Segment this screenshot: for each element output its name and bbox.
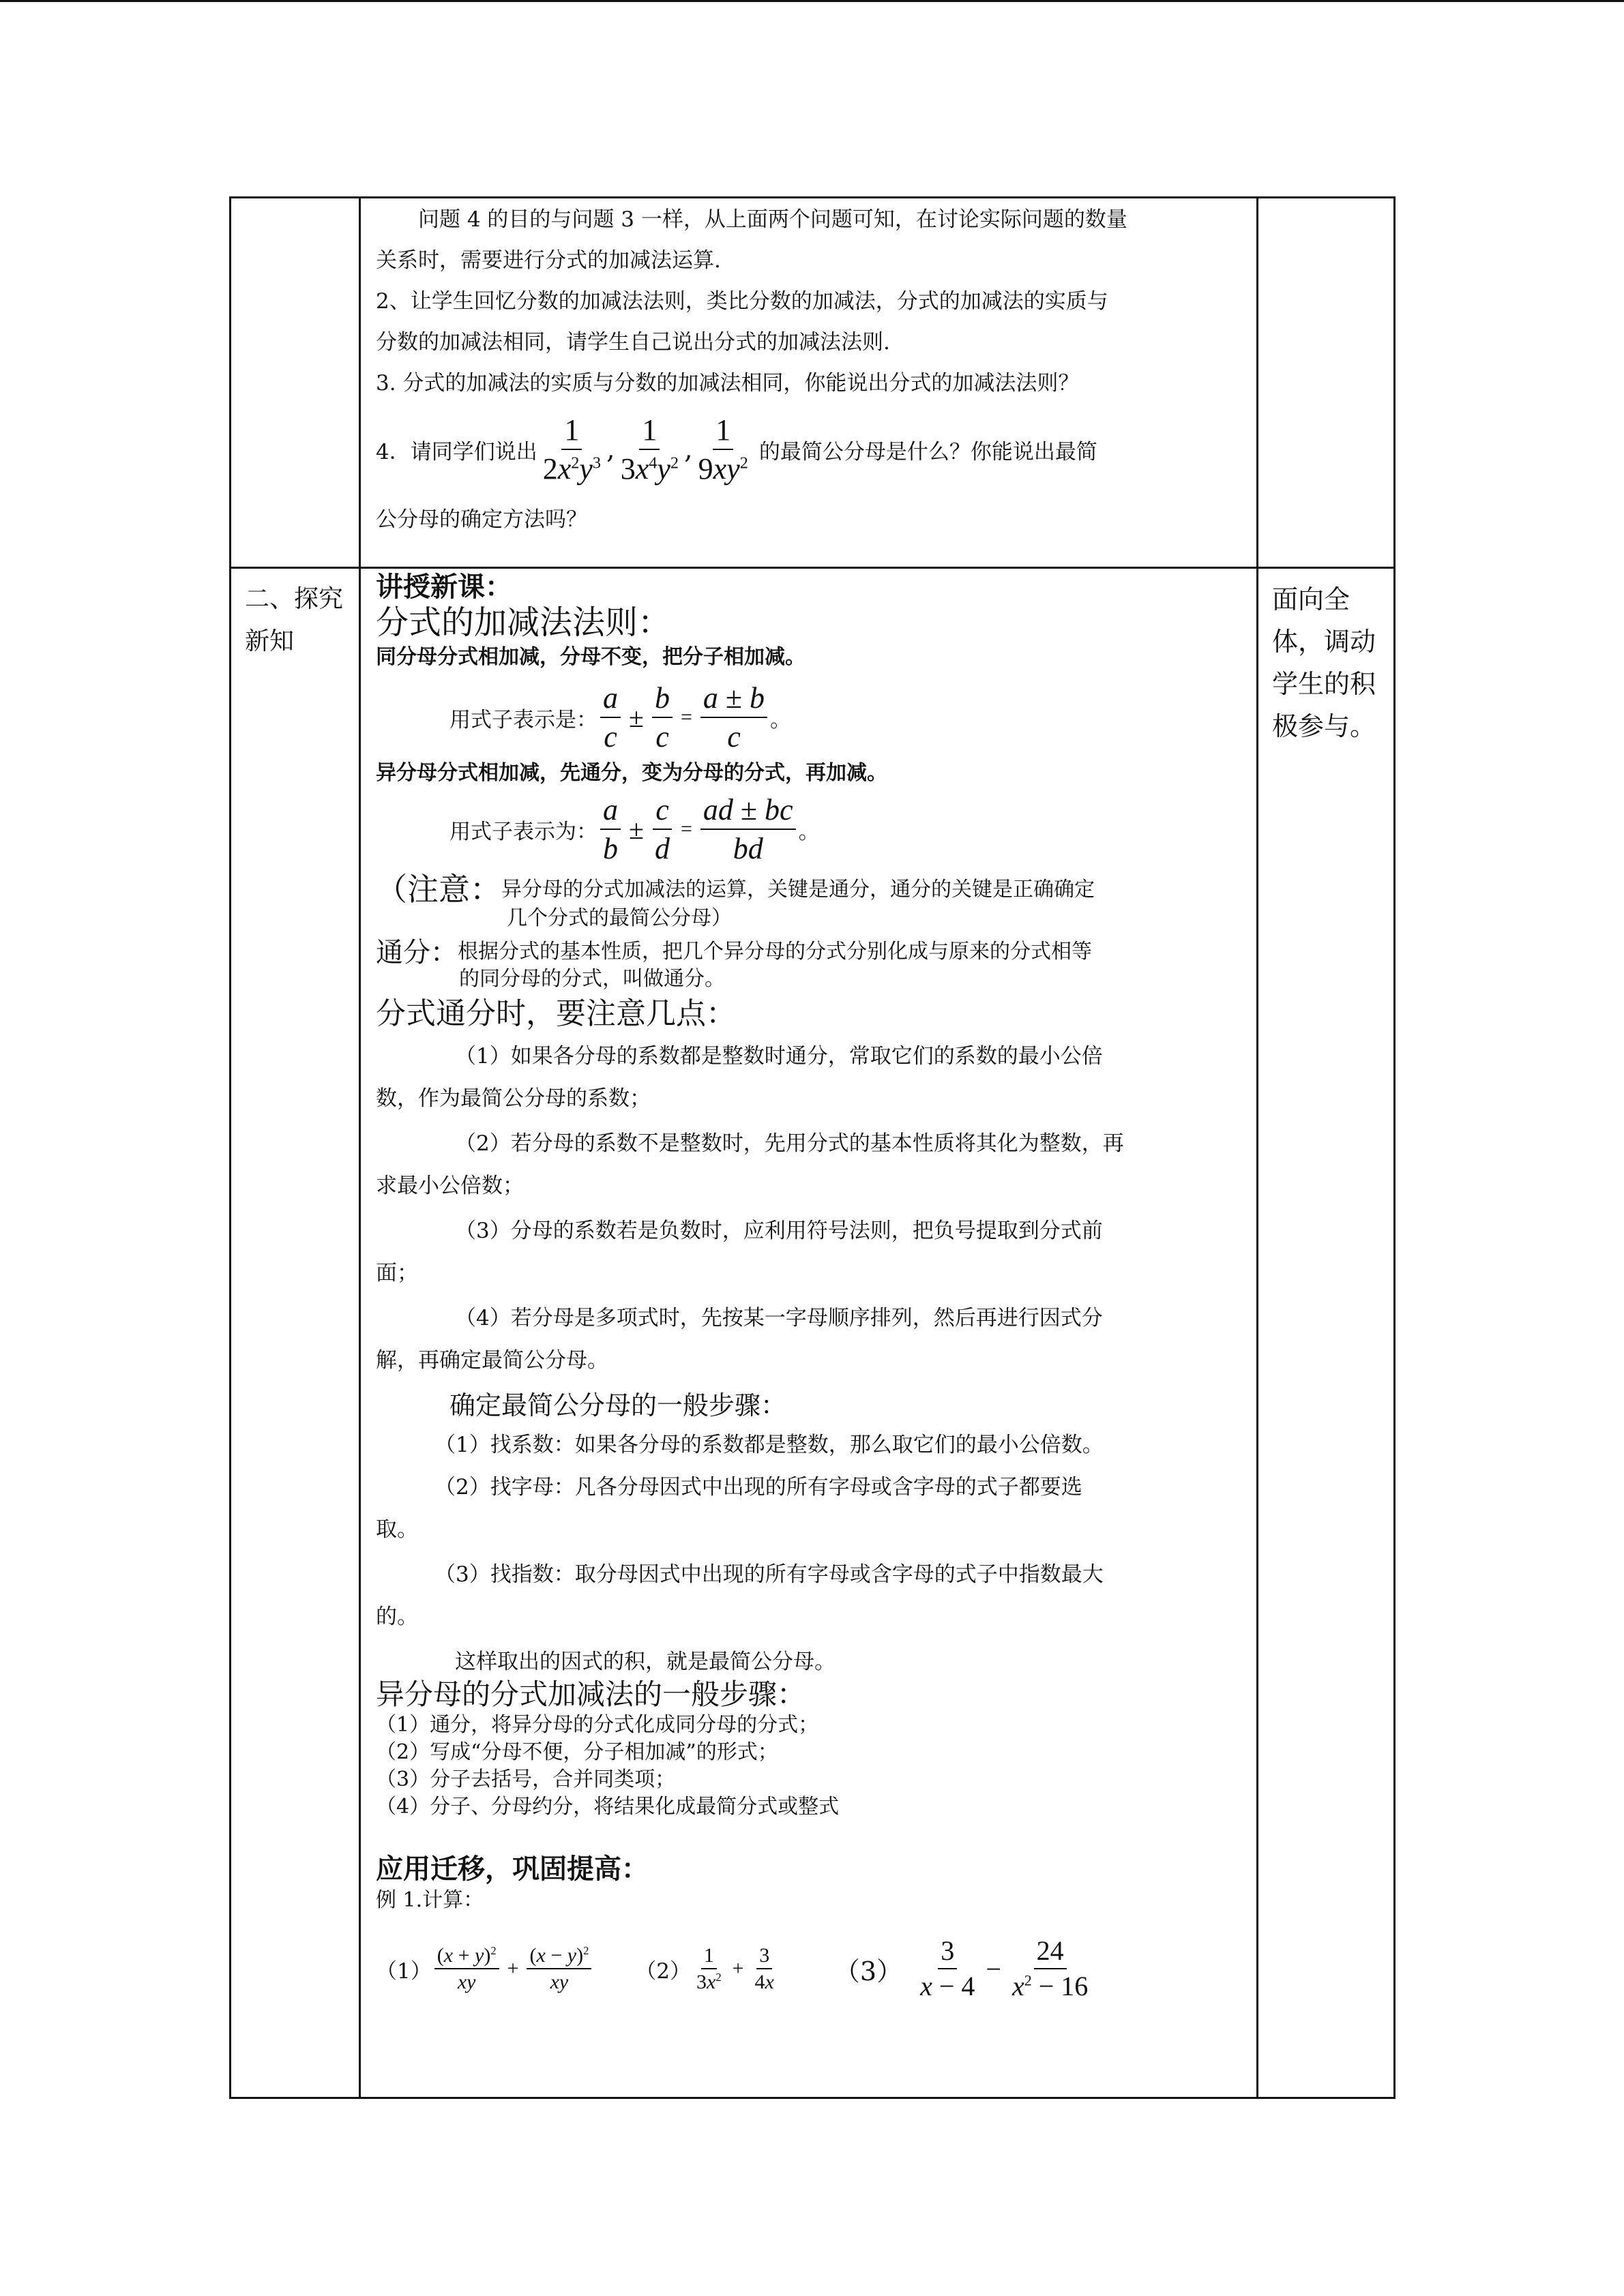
expr-label: 用式子表示是： xyxy=(449,707,597,732)
paragraph: 的。 xyxy=(376,1605,418,1629)
fraction-a-b: $\frac{a}{b}$ xyxy=(600,791,621,867)
fraction-2: $\frac{1}{3x^4y^2}$ xyxy=(618,411,681,488)
same-denominator-rule: 同分母分式相加减，分母不变，把分子相加减。 xyxy=(376,645,806,669)
fraction-a-pm-b-c: $\frac{a \pm b}{c}$ xyxy=(700,679,767,756)
note-label: （注意： xyxy=(376,871,501,908)
fraction-1: $\frac{1}{2x^2y^3}$ xyxy=(540,411,604,488)
ex3-fraction-b: $\frac{24}{x^2 - 16}$ xyxy=(1012,1935,1089,2001)
ex2-label: （2） xyxy=(635,1958,692,1984)
points-heading: 分式通分时，要注意几点： xyxy=(376,996,736,1031)
paragraph: （2）若分母的系数不是整数时，先用分式的基本性质将其化为整数，再 xyxy=(455,1131,1124,1156)
paragraph: 3. 分式的加减法的实质与分数的加减法相同，你能说出分式的加减法法则？ xyxy=(376,371,1080,396)
step-item: （1）通分，将异分母的分式化成同分母的分式； xyxy=(376,1713,819,1737)
paragraph: 公分母的确定方法吗？ xyxy=(376,507,587,532)
ex1-fraction-b: $\frac{(x - y)^2}{xy}$ xyxy=(527,1943,591,1995)
stage-label: 二、探究新知 xyxy=(245,585,344,655)
notes-cell-empty xyxy=(1258,198,1395,568)
ex1-label: （1） xyxy=(376,1958,432,1984)
note-block xyxy=(376,870,1240,933)
example-1-problems: （1） $\frac{(x + y)^2}{xy}$ + $\frac{(x - y)^2}{xy}$ （2） $\frac{1}{3x^2}$ + $\frac{3}{4x}$ （3） $\frac{3}{x - 4}$ − $\frac{24}{x^2 - 16}$ xyxy=(376,1934,1240,2003)
paragraph: 2、让学生回忆分数的加减法法则，类比分数的加减法，分式的加减法的实质与 xyxy=(376,289,1108,314)
different-denominator-rule: 异分母分式相加减，先通分，变为分母的分式，再加减。 xyxy=(376,761,887,785)
stage-cell-empty xyxy=(231,198,360,568)
fraction-a-c: $\frac{a}{c}$ xyxy=(600,679,621,756)
formula-different-denominator: 用式子表示为： $\frac{a}{b}$ ± $\frac{c}{d}$ = $\frac{ad \pm bc}{bd}$ 。 xyxy=(376,791,1240,867)
paragraph: （4）若分母是多项式时，先按某一字母顺序排列，然后再进行因式分 xyxy=(455,1306,1103,1330)
paragraph: 关系时，需要进行分式的加减法运算. xyxy=(376,248,721,273)
fraction-c-d: $\frac{c}{d}$ xyxy=(652,791,673,867)
page-top-border xyxy=(0,0,1624,2)
tongfen-block xyxy=(376,937,1240,993)
tongfen-text: 根据分式的基本性质，把几个异分母的分式分别化成与原来的分式相等 xyxy=(458,940,1092,964)
paragraph: 求最小公倍数； xyxy=(376,1174,524,1198)
fraction-3: $\frac{1}{9xy^2}$ xyxy=(696,411,751,488)
ex2-fraction-a: $\frac{1}{3x^2}$ xyxy=(696,1943,722,1993)
step-item: （2）写成“分母不便，分子相加减”的形式； xyxy=(376,1740,778,1764)
notes-cell xyxy=(1258,568,1395,2098)
paragraph: 问题 4 的目的与问题 3 一样，从上面两个问题可知，在讨论实际问题的数量 xyxy=(418,207,1127,232)
tongfen-text: 的同分母的分式，叫做通分。 xyxy=(459,967,725,991)
expr-label: 用式子表示为： xyxy=(449,819,597,844)
step-item: （4）分子、分母约分，将结果化成最简分式或整式 xyxy=(376,1795,840,1819)
heading-new-lesson: 讲授新课： xyxy=(376,571,512,603)
content-cell xyxy=(360,198,1258,568)
tongfen-label: 通分： xyxy=(376,937,458,968)
paragraph: （1）找系数：如果各分母的系数都是整数，那么取它们的最小公倍数。 xyxy=(434,1433,1104,1457)
formula-same-denominator: 用式子表示是： $\frac{a}{c}$ ± $\frac{b}{c}$ = $\frac{a \pm b}{c}$ 。 xyxy=(376,679,1240,756)
paragraph: 这样取出的因式的积，就是最简公分母。 xyxy=(455,1650,836,1674)
ex1-fraction-a: $\frac{(x + y)^2}{xy}$ xyxy=(434,1943,499,1995)
teaching-note: 面向全体，调动学生的积极参与。 xyxy=(1272,584,1376,741)
lcd-heading: 确定最简公分母的一般步骤： xyxy=(449,1390,787,1420)
heading-rule: 分式的加减法法则： xyxy=(376,603,671,642)
paragraph: （3）分母的系数若是负数时，应利用符号法则，把负号提取到分式前 xyxy=(455,1219,1103,1243)
paragraph: （3）找指数：取分母因式中出现的所有字母或含字母的式子中指数最大 xyxy=(434,1562,1104,1587)
paragraph: 解，再确定最简公分母。 xyxy=(376,1348,608,1373)
lesson-plan-table xyxy=(229,196,1396,2099)
paragraph: 数，作为最简公分母的系数； xyxy=(376,1086,651,1111)
ex2-fraction-b: $\frac{3}{4x}$ xyxy=(754,1943,774,1993)
steps-heading: 异分母的分式加减法的一般步骤： xyxy=(376,1678,806,1711)
ex3-label: （3） xyxy=(833,1956,903,1986)
paragraph: 取。 xyxy=(376,1517,418,1542)
paragraph: 分数的加减法相同，请学生自己说出分式的加减法法则. xyxy=(376,330,890,355)
table-row xyxy=(231,198,1395,568)
table-row xyxy=(231,568,1395,2098)
q4-prefix: 4．请同学们说出 xyxy=(376,439,537,464)
question-4: 4．请同学们说出 $\frac{1}{2x^2y^3}$ , $\frac{1}{3x^4y^2}$ , $\frac{1}{9xy^2}$ 的最简公分母是什么？你能说出最简 xyxy=(376,411,1240,488)
paragraph: （1）如果各分母的系数都是整数时通分，常取它们的系数的最小公倍 xyxy=(455,1044,1103,1069)
stage-cell xyxy=(231,568,360,2098)
paragraph: 面； xyxy=(376,1261,418,1285)
paragraph: （2）找字母：凡各分母因式中出现的所有字母或含字母的式子都要选 xyxy=(434,1475,1082,1500)
fraction-b-c: $\frac{b}{c}$ xyxy=(652,679,673,756)
content-cell xyxy=(360,568,1258,2098)
q4-suffix: 的最简公分母是什么？你能说出最简 xyxy=(758,439,1097,464)
step-item: （3）分子去括号，合并同类项； xyxy=(376,1768,676,1791)
fraction-ad-bc-bd: $\frac{ad \pm bc}{bd}$ xyxy=(700,791,796,867)
example-label: 例 1.计算： xyxy=(376,1888,484,1912)
apply-heading: 应用迁移，巩固提高： xyxy=(376,1853,649,1885)
note-text: 异分母的分式加减法的运算，关键是通分，通分的关键是正确确定 xyxy=(501,878,1095,901)
note-text: 几个分式的最简公分母） xyxy=(507,906,732,930)
ex3-fraction-a: $\frac{3}{x - 4}$ xyxy=(920,1935,975,2001)
